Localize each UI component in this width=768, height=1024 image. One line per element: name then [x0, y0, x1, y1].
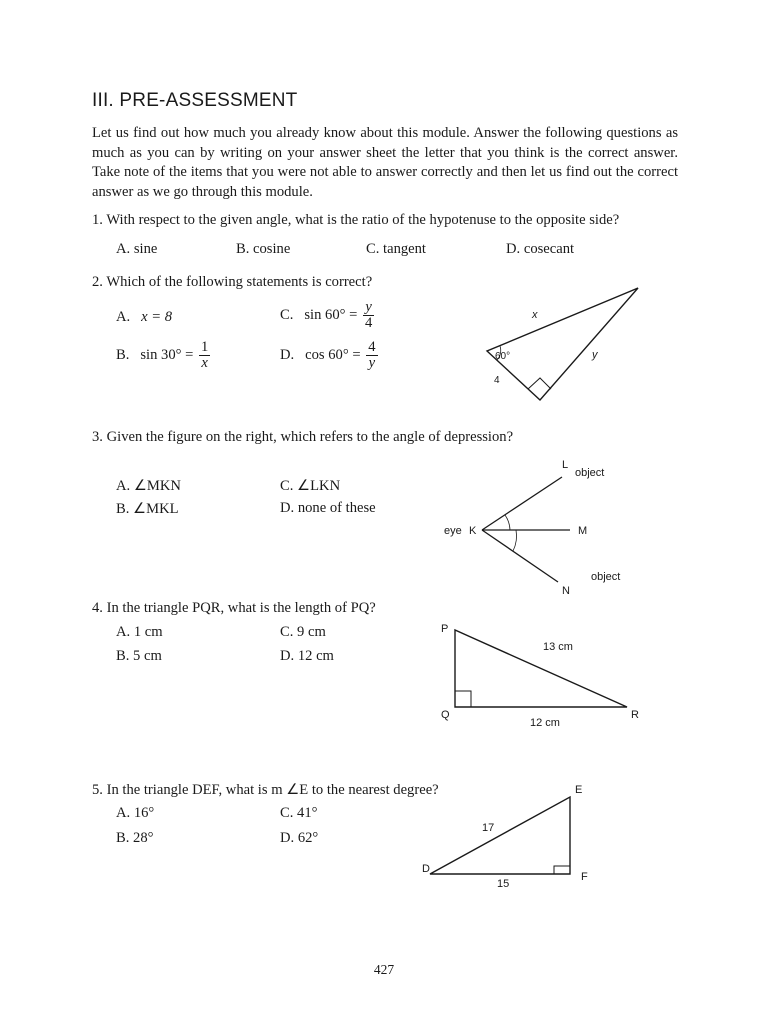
- q3-line-kn: [482, 530, 558, 582]
- q3-label-k: K: [469, 525, 477, 537]
- q5-label-base: 15: [497, 878, 510, 890]
- q2-option-c-letter: C.: [280, 306, 294, 323]
- q4-right-angle-mark: [455, 691, 471, 707]
- q2-option-a-equation: x = 8: [141, 309, 173, 325]
- q4-label-q: Q: [441, 709, 450, 721]
- page-number: 427: [373, 962, 395, 977]
- q2-option-b-denominator: x: [201, 355, 208, 371]
- q2-label-y: y: [592, 349, 598, 361]
- q4-label-base: 12 cm: [530, 717, 560, 729]
- q4-label-r: R: [631, 709, 639, 721]
- q3-label-object-top: object: [575, 467, 605, 479]
- q4-option-d: D. 12 cm: [280, 648, 334, 664]
- q2-label-angle: 60°: [495, 351, 511, 362]
- q4-triangle-figure: [430, 615, 650, 735]
- q2-option-b: [116, 340, 210, 371]
- q2-option-b-fraction: [199, 340, 210, 371]
- q2-option-d: [280, 340, 378, 371]
- q3-label-n: N: [562, 585, 570, 597]
- q2-label-side: 4: [494, 375, 500, 386]
- q5-option-c: C. 41°: [280, 805, 318, 821]
- q2-option-a: [116, 309, 172, 326]
- q3-label-object-bottom: object: [591, 571, 621, 583]
- question-3: 3. Given the figure on the right, which refers to the angle of depression?: [92, 429, 514, 445]
- q5-triangle: [430, 797, 570, 874]
- q1-option-c: C. tangent: [366, 241, 426, 257]
- q3-label-m: M: [578, 525, 588, 537]
- q1-option-d: D. cosecant: [506, 241, 575, 257]
- q2-option-c-numerator: y: [365, 299, 372, 315]
- q1-option-b: B. cosine: [236, 241, 291, 257]
- q4-label-p: P: [441, 623, 449, 635]
- q2-option-b-lhs: sin 30° =: [140, 346, 194, 363]
- q5-option-a: A. 16°: [116, 805, 155, 821]
- q3-line-kl: [482, 477, 562, 530]
- q2-option-a-letter: A.: [116, 309, 131, 325]
- q5-right-angle-mark: [554, 866, 570, 874]
- q5-label-hypotenuse: 17: [482, 822, 495, 834]
- q3-arc-lower: [513, 530, 517, 551]
- q4-option-c: C. 9 cm: [280, 624, 326, 640]
- question-2: 2. Which of the following statements is correct?: [92, 274, 373, 290]
- q3-label-eye: eye: [444, 525, 462, 537]
- q2-option-c-denominator: 4: [365, 315, 373, 331]
- q1-option-a: A. sine: [116, 241, 158, 257]
- q2-label-x: x: [532, 309, 538, 321]
- section-title: III. PRE-ASSESSMENT: [92, 90, 298, 111]
- q3-arc-upper: [505, 515, 510, 530]
- q2-option-b-numerator: 1: [201, 339, 209, 355]
- q3-label-l: L: [562, 459, 569, 471]
- question-4: 4. In the triangle PQR, what is the length of PQ?: [92, 600, 376, 616]
- q3-option-b: B. ∠MKL: [116, 501, 179, 517]
- q3-option-c: C. ∠LKN: [280, 478, 341, 494]
- q2-option-d-numerator: 4: [368, 339, 376, 355]
- question-1: 1. With respect to the given angle, what is the ratio of the hypotenuse to the opposite side?: [92, 212, 620, 228]
- q2-option-d-denominator: y: [368, 355, 376, 371]
- q3-option-d: D. none of these: [280, 500, 376, 516]
- q2-option-b-letter: B.: [116, 346, 130, 363]
- q5-label-d: D: [422, 863, 430, 875]
- q5-option-d: D. 62°: [280, 830, 319, 846]
- q5-triangle-figure: [415, 780, 605, 895]
- intro-paragraph: Let us find out how much you already know about this module. Answer the following questions as much as you can by writing on your answer sheet the letter that you think is the correct answer. Take note of the items that you were not able to answer correctly and then let us find out the correct answer as we go through this module.: [92, 125, 678, 200]
- question-5: 5. In the triangle DEF, what is m ∠E to the nearest degree?: [92, 782, 439, 798]
- q5-option-b: B. 28°: [116, 830, 154, 846]
- q2-triangle: [487, 288, 638, 400]
- q3-angle-figure: [430, 455, 650, 600]
- q2-option-c-lhs: sin 60° =: [304, 306, 358, 323]
- q2-option-d-lhs: cos 60° =: [305, 346, 361, 363]
- q2-option-d-letter: D.: [280, 346, 295, 363]
- q2-right-angle-mark: [528, 378, 551, 389]
- q4-option-b: B. 5 cm: [116, 648, 162, 664]
- q2-option-c: [280, 300, 374, 331]
- q2-option-c-fraction: [363, 300, 374, 331]
- q4-option-a: A. 1 cm: [116, 624, 163, 640]
- q5-label-e: E: [575, 784, 583, 796]
- q2-option-d-fraction: [366, 340, 377, 371]
- q4-triangle: [455, 630, 627, 707]
- q5-label-f: F: [581, 871, 588, 883]
- q2-triangle-figure: [470, 280, 660, 410]
- q4-label-hypotenuse: 13 cm: [543, 641, 573, 653]
- q3-option-a: A. ∠MKN: [116, 478, 181, 494]
